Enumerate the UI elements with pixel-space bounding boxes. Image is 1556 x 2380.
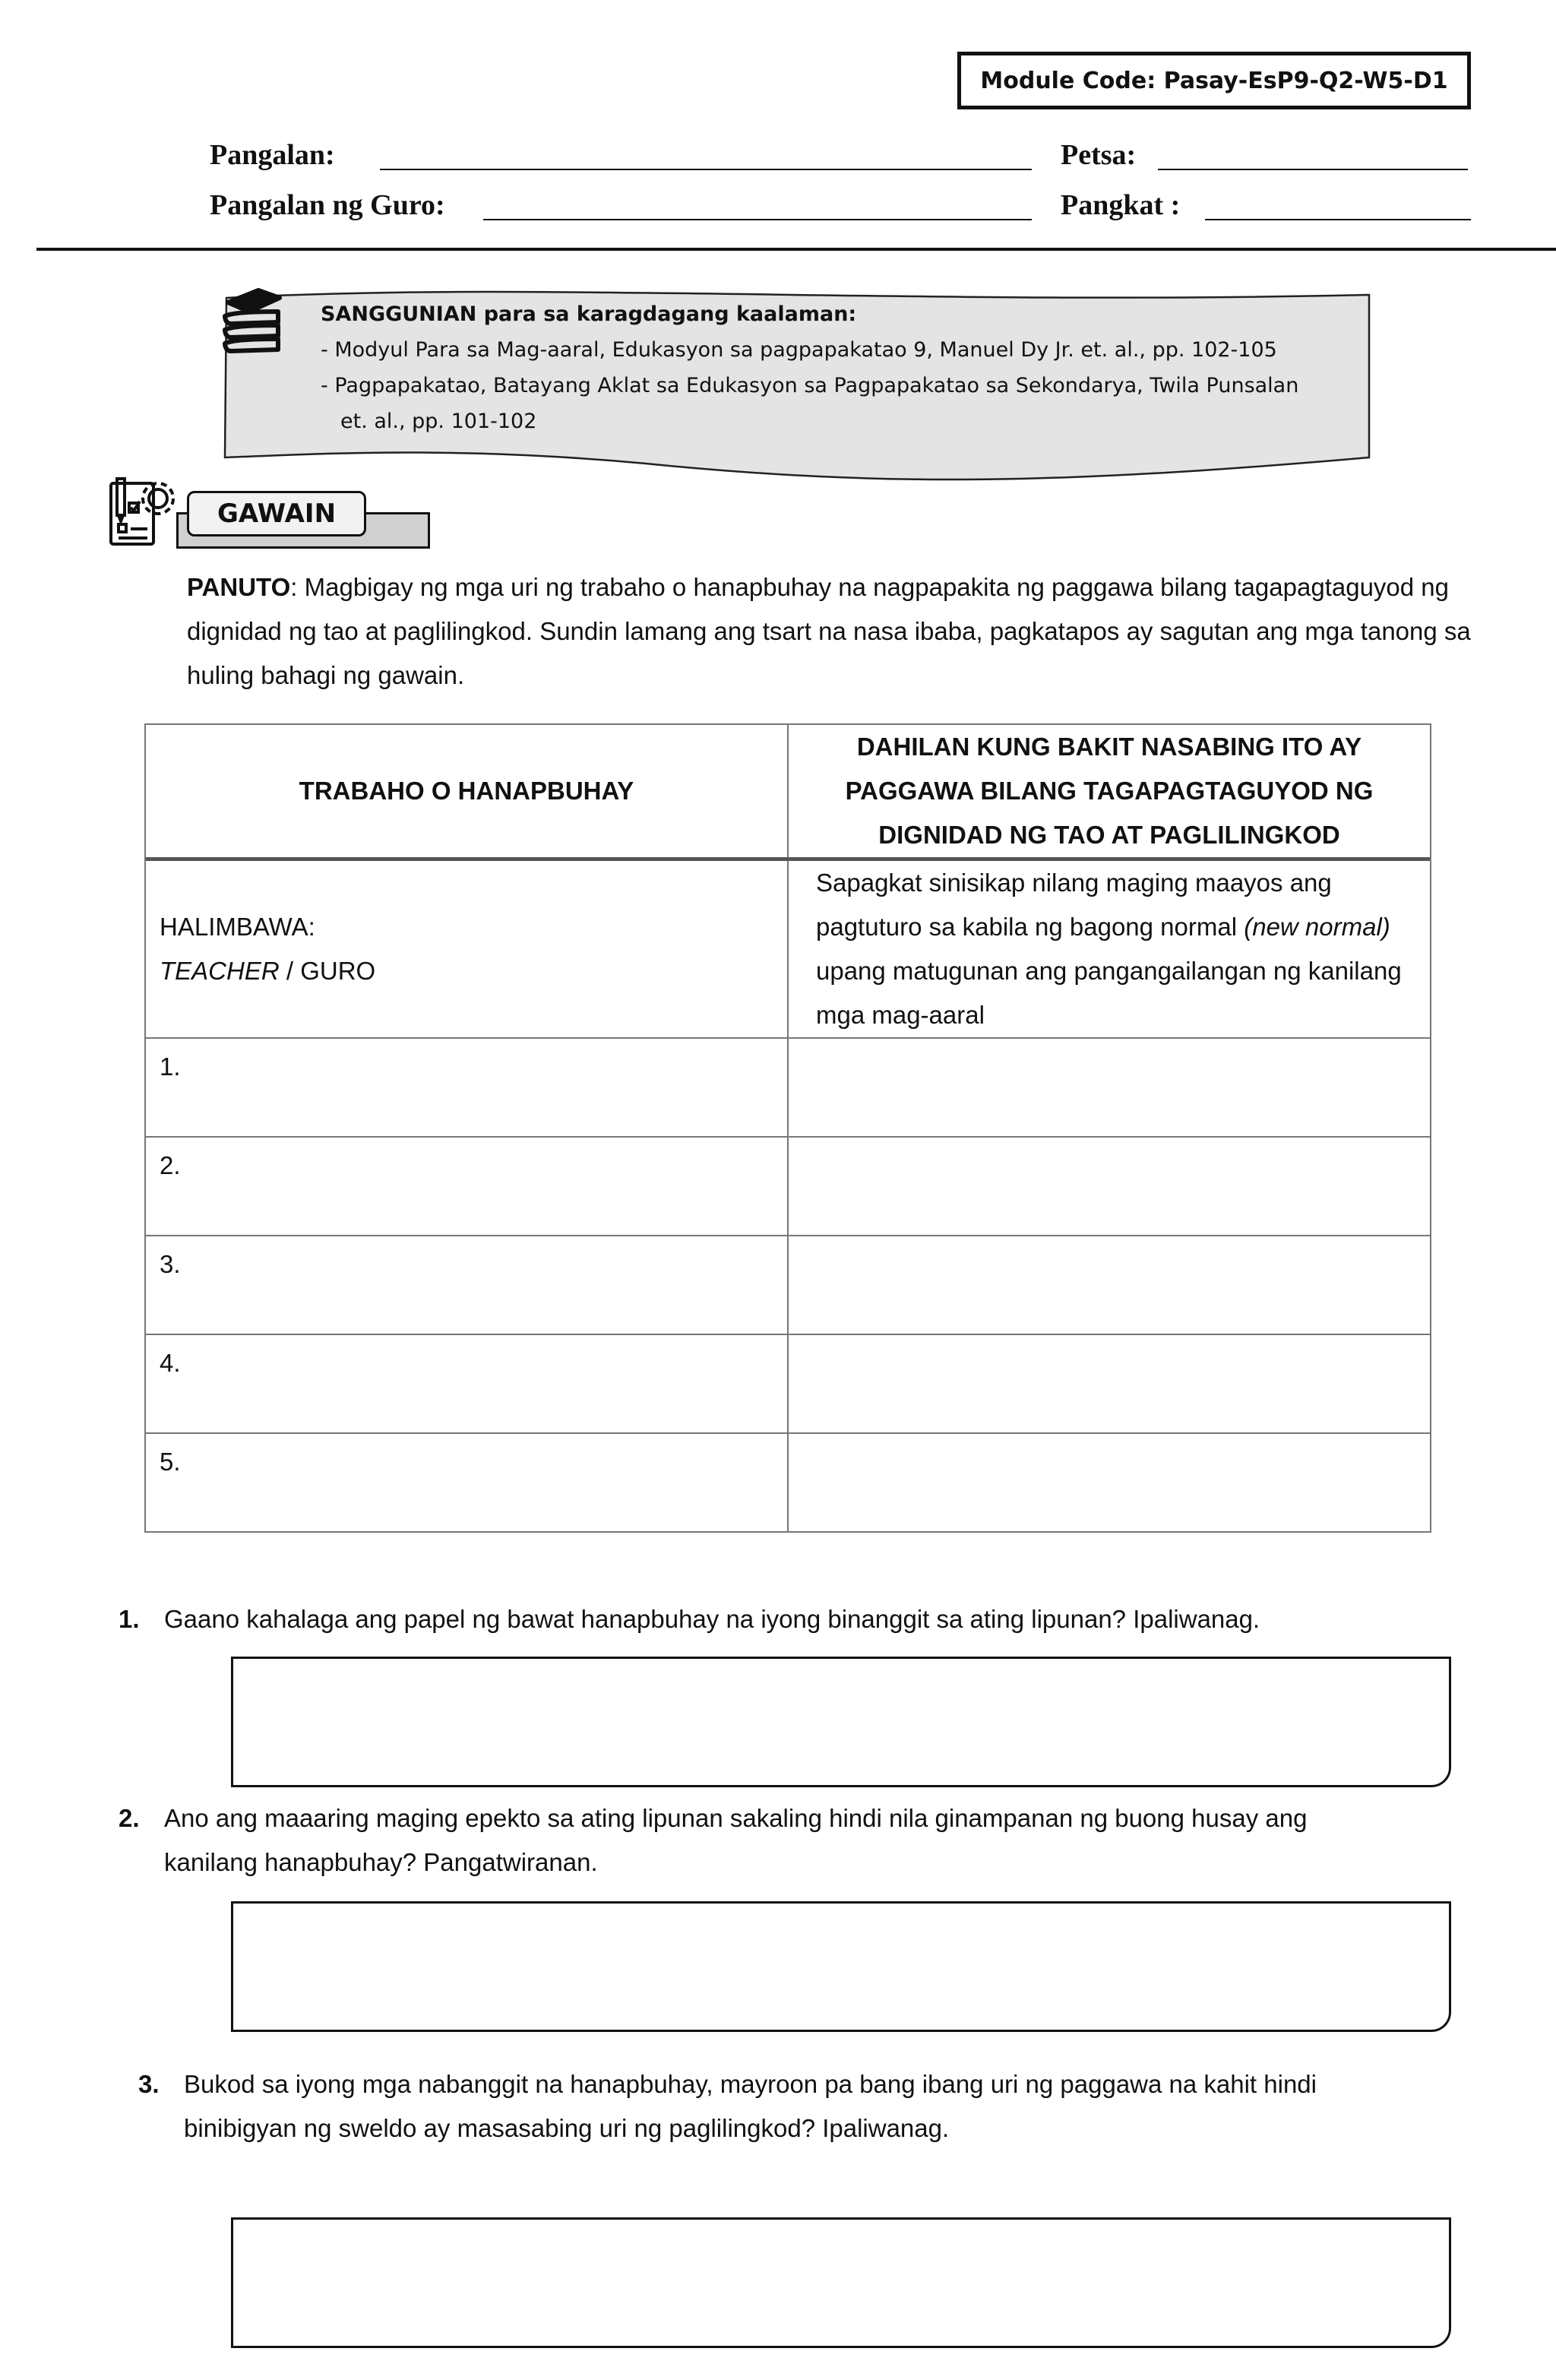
example-reason-cell [789,861,1430,1037]
question-3-text: Bukod sa iyong mga nabanggit na hanapbuhay, mayroon pa bang ibang uri ng paggawa na kahit hindi binibigyan ng sweldo ay masasabing uri ng paglilingkod? Ipaliwanag. [184,2070,1317,2142]
pangkat-label: Pangkat : [1061,189,1181,221]
panuto-instructions [187,565,1479,698]
reason-cell-3[interactable] [789,1236,1430,1334]
sanggunian-ref-2: - Pagpapakatao, Batayang Aklat sa Edukasyon sa Pagpapakatao sa Sekondarya, Twila Punsalan [321,374,1299,397]
panuto-label: PANUTO [187,573,291,601]
answer-box-1[interactable] [231,1657,1451,1787]
reason-cell-4[interactable] [789,1335,1430,1432]
table-row [146,1334,1430,1432]
question-2 [119,1796,1365,1885]
answer-box-3[interactable] [231,2217,1451,2348]
sanggunian-banner [220,286,1375,491]
guro-label: Pangalan ng Guro: [210,189,445,221]
pangalan-label: Pangalan: [210,139,335,171]
table-row [146,1432,1430,1531]
answer-box-2[interactable] [231,1901,1451,2032]
activity-checklist-gear-icon [105,476,178,550]
table-row [146,1136,1430,1235]
table-header-row [146,725,1430,857]
example-label: HALIMBAWA: [160,913,315,941]
job-cell-4[interactable]: 4. [146,1335,789,1432]
module-code-box: Module Code: Pasay-EsP9-Q2-W5-D1 [957,52,1471,109]
example-job-rest: / GURO [279,957,376,985]
petsa-label: Petsa: [1061,139,1137,171]
sanggunian-text [321,296,1354,439]
table-row [146,1235,1430,1334]
jobs-table [144,723,1431,1533]
question-3-number: 3. [138,2070,160,2098]
example-reason-2: upang matugunan ang pangangailangan ng kanilang mga mag-aaral [816,957,1402,1029]
question-1 [119,1597,1486,1641]
question-1-text: Gaano kahalaga ang papel ng bawat hanapbuhay na iyong binanggit sa ating lipunan? Ipaliwanag. [164,1605,1260,1633]
books-icon [220,286,284,354]
question-2-number: 2. [119,1804,140,1832]
panuto-text: : Magbigay ng mga uri ng trabaho o hanapbuhay na nagpapakita ng paggawa bilang tagapagtaguyod ng dignidad ng tao at paglilingkod. Sundin lamang ang tsart na nasa ibaba, pagkatapos ay sagutan ang mga tanong sa huling bahagi ng gawain. [187,573,1471,689]
sanggunian-ref-1: - Modyul Para sa Mag-aaral, Edukasyon sa pagpapakatao 9, Manuel Dy Jr. et. al., pp. 102-105 [321,338,1277,362]
question-3 [138,2062,1384,2151]
question-1-number: 1. [119,1605,140,1633]
job-cell-2[interactable]: 2. [146,1138,789,1235]
sanggunian-ref-2-cont: et. al., pp. 101-102 [340,410,537,433]
gawain-label: GAWAIN [187,491,366,536]
table-row [146,1037,1430,1136]
petsa-line[interactable] [1158,169,1468,170]
example-job-italic: TEACHER [160,957,280,985]
job-cell-1[interactable]: 1. [146,1039,789,1136]
name-date-row [0,134,1556,179]
example-row [146,857,1430,1037]
sanggunian-title: SANGGUNIAN para sa karagdagang kaalaman: [321,302,857,326]
guro-line[interactable] [483,219,1032,220]
col-header-dahilan: DAHILAN KUNG BAKIT NASABING ITO AY PAGGAWA BILANG TAGAPAGTAGUYOD NG DIGNIDAD NG TAO AT PAGLILINGKOD [845,733,1374,849]
col-header-trabaho: TRABAHO O HANAPBUHAY [146,725,789,857]
question-2-text: Ano ang maaaring maging epekto sa ating lipunan sakaling hindi nila ginampanan ng buong husay ang kanilang hanapbuhay? Pangatwiranan. [164,1804,1308,1876]
teacher-section-row [0,184,1556,229]
example-reason-1: Sapagkat sinisikap nilang maging maayos ang pagtuturo sa kabila ng bagong normal [816,869,1332,941]
header-divider [36,248,1556,251]
example-job [160,949,773,993]
reason-cell-2[interactable] [789,1138,1430,1235]
example-reason-italic: (new normal) [1244,913,1390,941]
job-cell-5[interactable]: 5. [146,1434,789,1531]
reason-cell-1[interactable] [789,1039,1430,1136]
job-cell-3[interactable]: 3. [146,1236,789,1334]
reason-cell-5[interactable] [789,1434,1430,1531]
pangalan-line[interactable] [380,169,1032,170]
example-job-cell [146,861,789,1037]
pangkat-line[interactable] [1205,219,1471,220]
